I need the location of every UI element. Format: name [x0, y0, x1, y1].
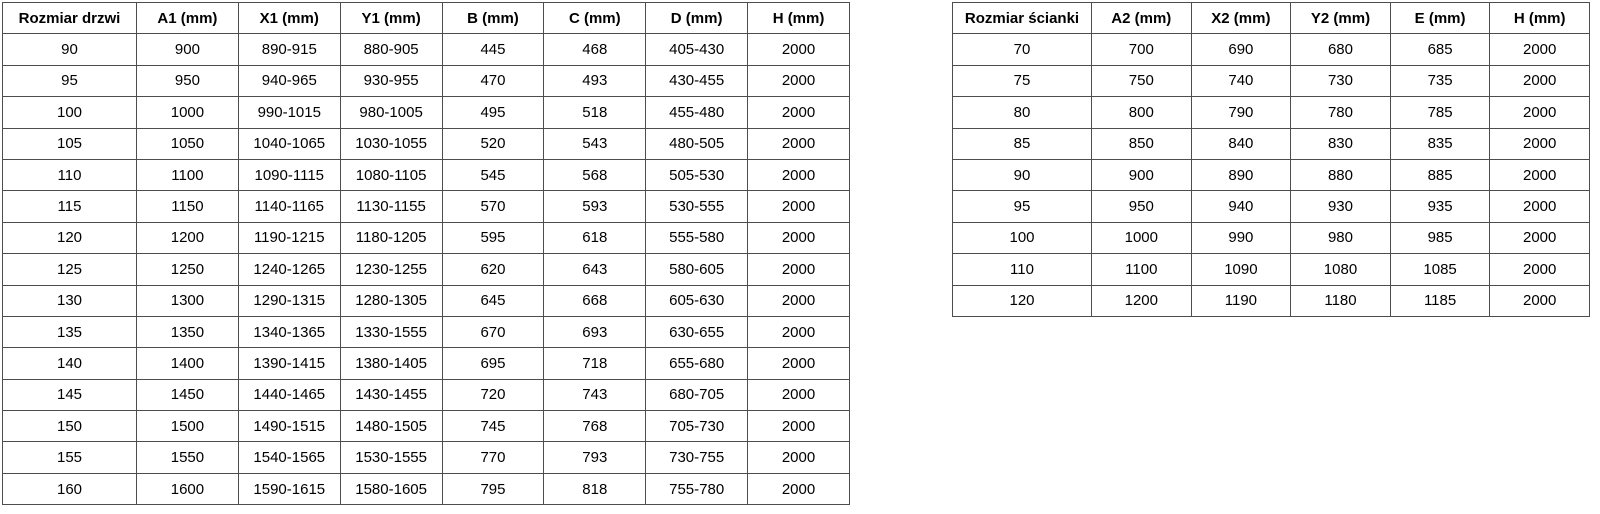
table-cell: 155: [3, 442, 137, 473]
table-cell: 1480-1505: [340, 411, 442, 442]
table-row: [3, 411, 850, 442]
table-cell: 645: [442, 285, 544, 316]
table-cell: 940-965: [238, 65, 340, 96]
table-cell: 555-580: [646, 222, 748, 253]
table-cell: 1040-1065: [238, 128, 340, 159]
table-cell: 1050: [137, 128, 239, 159]
table-cell: 518: [544, 97, 646, 128]
table-cell: 900: [1092, 159, 1192, 190]
table-cell: 1240-1265: [238, 254, 340, 285]
table-cell: 430-455: [646, 65, 748, 96]
table-cell: 1150: [137, 191, 239, 222]
table-cell: 530-555: [646, 191, 748, 222]
header-cell: H (mm): [748, 3, 850, 34]
door-sizes-table: [2, 2, 850, 505]
table-cell: 580-605: [646, 254, 748, 285]
table-cell: 1130-1155: [340, 191, 442, 222]
table-cell: 780: [1291, 97, 1391, 128]
header-cell: B (mm): [442, 3, 544, 34]
header-cell: X2 (mm): [1191, 3, 1291, 34]
table-cell: 120: [953, 285, 1092, 316]
table-cell: 110: [953, 254, 1092, 285]
table-cell: 880: [1291, 159, 1391, 190]
table-row: [3, 34, 850, 65]
header-cell: A1 (mm): [137, 3, 239, 34]
table-row: [953, 285, 1590, 316]
table-row: [3, 379, 850, 410]
table-cell: 693: [544, 316, 646, 347]
table-row: [953, 128, 1590, 159]
table-cell: 90: [953, 159, 1092, 190]
table-cell: 793: [544, 442, 646, 473]
table-cell: 135: [3, 316, 137, 347]
table-cell: 818: [544, 473, 646, 504]
table-cell: 2000: [748, 442, 850, 473]
table-cell: 493: [544, 65, 646, 96]
table-cell: 2000: [748, 34, 850, 65]
table-cell: 985: [1390, 222, 1490, 253]
table-cell: 2000: [1490, 191, 1590, 222]
table-cell: 2000: [748, 65, 850, 96]
table-row: [953, 191, 1590, 222]
table-row: [3, 442, 850, 473]
header-cell: Rozmiar drzwi: [3, 3, 137, 34]
table-cell: 1080: [1291, 254, 1391, 285]
table-cell: 2000: [748, 254, 850, 285]
table-cell: 885: [1390, 159, 1490, 190]
table-row: [953, 254, 1590, 285]
table-cell: 1600: [137, 473, 239, 504]
table-cell: 120: [3, 222, 137, 253]
table-cell: 720: [442, 379, 544, 410]
table-row: [953, 97, 1590, 128]
table-row: [3, 65, 850, 96]
table-cell: 85: [953, 128, 1092, 159]
table-row: [3, 191, 850, 222]
table-cell: 785: [1390, 97, 1490, 128]
table-cell: 1100: [137, 159, 239, 190]
table-row: [3, 348, 850, 379]
table-row: [3, 97, 850, 128]
table-cell: 620: [442, 254, 544, 285]
table-cell: 1230-1255: [340, 254, 442, 285]
table-cell: 2000: [1490, 97, 1590, 128]
table-cell: 1000: [137, 97, 239, 128]
header-cell: E (mm): [1390, 3, 1490, 34]
table-cell: 1430-1455: [340, 379, 442, 410]
table-cell: 670: [442, 316, 544, 347]
table-cell: 730: [1291, 65, 1391, 96]
table-cell: 890-915: [238, 34, 340, 65]
table-cell: 718: [544, 348, 646, 379]
table-cell: 1340-1365: [238, 316, 340, 347]
table-cell: 2000: [1490, 222, 1590, 253]
table-cell: 2000: [748, 379, 850, 410]
table-cell: 100: [3, 97, 137, 128]
table-cell: 730-755: [646, 442, 748, 473]
table-cell: 495: [442, 97, 544, 128]
table-cell: 1290-1315: [238, 285, 340, 316]
table-cell: 643: [544, 254, 646, 285]
table-cell: 520: [442, 128, 544, 159]
table-cell: 930-955: [340, 65, 442, 96]
table-cell: 690: [1191, 34, 1291, 65]
table-cell: 1180-1205: [340, 222, 442, 253]
table-cell: 1140-1165: [238, 191, 340, 222]
table-cell: 705-730: [646, 411, 748, 442]
table-cell: 1085: [1390, 254, 1490, 285]
table-cell: 105: [3, 128, 137, 159]
table-cell: 2000: [748, 97, 850, 128]
table-cell: 768: [544, 411, 646, 442]
table-cell: 2000: [748, 285, 850, 316]
table-cell: 1380-1405: [340, 348, 442, 379]
table-cell: 150: [3, 411, 137, 442]
table-cell: 1500: [137, 411, 239, 442]
table-cell: 790: [1191, 97, 1291, 128]
table-cell: 2000: [748, 222, 850, 253]
table-cell: 145: [3, 379, 137, 410]
table-cell: 735: [1390, 65, 1490, 96]
table-cell: 1190-1215: [238, 222, 340, 253]
table-cell: 2000: [1490, 34, 1590, 65]
table-cell: 800: [1092, 97, 1192, 128]
table-cell: 1080-1105: [340, 159, 442, 190]
table-cell: 1000: [1092, 222, 1192, 253]
table-cell: 505-530: [646, 159, 748, 190]
table-cell: 980-1005: [340, 97, 442, 128]
table-cell: 1090: [1191, 254, 1291, 285]
header-cell: C (mm): [544, 3, 646, 34]
table-cell: 1540-1565: [238, 442, 340, 473]
table-row: [953, 222, 1590, 253]
table-cell: 695: [442, 348, 544, 379]
table-cell: 2000: [748, 128, 850, 159]
header-cell: X1 (mm): [238, 3, 340, 34]
header-row: [953, 3, 1590, 34]
table-cell: 850: [1092, 128, 1192, 159]
table-cell: 950: [1092, 191, 1192, 222]
table-cell: 685: [1390, 34, 1490, 65]
table-row: [3, 316, 850, 347]
table-cell: 680: [1291, 34, 1391, 65]
table-cell: 480-505: [646, 128, 748, 159]
table-cell: 680-705: [646, 379, 748, 410]
table-cell: 880-905: [340, 34, 442, 65]
table-cell: 2000: [748, 348, 850, 379]
table-cell: 2000: [1490, 254, 1590, 285]
table-cell: 2000: [1490, 128, 1590, 159]
table-cell: 1190: [1191, 285, 1291, 316]
table-cell: 830: [1291, 128, 1391, 159]
table-cell: 980: [1291, 222, 1391, 253]
table-cell: 1090-1115: [238, 159, 340, 190]
table-cell: 1530-1555: [340, 442, 442, 473]
table-cell: 2000: [1490, 65, 1590, 96]
header-cell: D (mm): [646, 3, 748, 34]
table-cell: 2000: [748, 411, 850, 442]
table-cell: 140: [3, 348, 137, 379]
table-cell: 2000: [1490, 285, 1590, 316]
table-cell: 543: [544, 128, 646, 159]
table-cell: 95: [953, 191, 1092, 222]
table-cell: 80: [953, 97, 1092, 128]
header-cell: Y1 (mm): [340, 3, 442, 34]
table-cell: 115: [3, 191, 137, 222]
table-cell: 1490-1515: [238, 411, 340, 442]
table-cell: 1200: [137, 222, 239, 253]
table-cell: 100: [953, 222, 1092, 253]
table-cell: 445: [442, 34, 544, 65]
table-cell: 950: [137, 65, 239, 96]
table-row: [953, 34, 1590, 65]
table-cell: 1250: [137, 254, 239, 285]
door-sizes-table-body: [3, 34, 850, 505]
table-row: [3, 159, 850, 190]
table-cell: 890: [1191, 159, 1291, 190]
table-cell: 668: [544, 285, 646, 316]
table-cell: 1300: [137, 285, 239, 316]
table-cell: 655-680: [646, 348, 748, 379]
table-cell: 2000: [748, 473, 850, 504]
table-cell: 605-630: [646, 285, 748, 316]
table-cell: 1330-1555: [340, 316, 442, 347]
table-cell: 743: [544, 379, 646, 410]
table-cell: 568: [544, 159, 646, 190]
wall-sizes-table-body: [953, 34, 1590, 317]
table-cell: 2000: [748, 159, 850, 190]
table-cell: 1400: [137, 348, 239, 379]
door-sizes-table-head: [3, 3, 850, 34]
table-cell: 1390-1415: [238, 348, 340, 379]
table-cell: 618: [544, 222, 646, 253]
table-cell: 940: [1191, 191, 1291, 222]
table-cell: 840: [1191, 128, 1291, 159]
table-cell: 1440-1465: [238, 379, 340, 410]
table-cell: 468: [544, 34, 646, 65]
table-cell: 2000: [748, 191, 850, 222]
table-cell: 1100: [1092, 254, 1192, 285]
header-cell: Y2 (mm): [1291, 3, 1391, 34]
table-cell: 595: [442, 222, 544, 253]
table-row: [953, 65, 1590, 96]
table-cell: 700: [1092, 34, 1192, 65]
table-cell: 1450: [137, 379, 239, 410]
table-cell: 795: [442, 473, 544, 504]
table-cell: 1590-1615: [238, 473, 340, 504]
table-cell: 95: [3, 65, 137, 96]
table-row: [3, 128, 850, 159]
table-cell: 90: [3, 34, 137, 65]
table-row: [3, 473, 850, 504]
table-cell: 1030-1055: [340, 128, 442, 159]
header-row: [3, 3, 850, 34]
table-row: [3, 222, 850, 253]
table-cell: 70: [953, 34, 1092, 65]
table-cell: 570: [442, 191, 544, 222]
table-cell: 990-1015: [238, 97, 340, 128]
table-cell: 160: [3, 473, 137, 504]
table-cell: 750: [1092, 65, 1192, 96]
table-cell: 930: [1291, 191, 1391, 222]
table-cell: 1550: [137, 442, 239, 473]
table-cell: 1280-1305: [340, 285, 442, 316]
table-cell: 593: [544, 191, 646, 222]
table-row: [3, 285, 850, 316]
table-cell: 770: [442, 442, 544, 473]
table-cell: 1350: [137, 316, 239, 347]
table-cell: 75: [953, 65, 1092, 96]
table-cell: 900: [137, 34, 239, 65]
table-cell: 110: [3, 159, 137, 190]
header-cell: Rozmiar ścianki: [953, 3, 1092, 34]
table-cell: 935: [1390, 191, 1490, 222]
header-cell: A2 (mm): [1092, 3, 1192, 34]
table-cell: 1580-1605: [340, 473, 442, 504]
table-cell: 470: [442, 65, 544, 96]
table-cell: 835: [1390, 128, 1490, 159]
table-cell: 2000: [748, 316, 850, 347]
table-cell: 1200: [1092, 285, 1192, 316]
table-row: [3, 254, 850, 285]
table-cell: 990: [1191, 222, 1291, 253]
header-cell: H (mm): [1490, 3, 1590, 34]
table-cell: 755-780: [646, 473, 748, 504]
table-cell: 740: [1191, 65, 1291, 96]
table-cell: 2000: [1490, 159, 1590, 190]
table-cell: 1180: [1291, 285, 1391, 316]
table-row: [953, 159, 1590, 190]
table-cell: 545: [442, 159, 544, 190]
wall-sizes-table: [952, 2, 1590, 317]
wall-sizes-table-head: [953, 3, 1590, 34]
table-cell: 130: [3, 285, 137, 316]
table-cell: 1185: [1390, 285, 1490, 316]
table-cell: 405-430: [646, 34, 748, 65]
table-cell: 745: [442, 411, 544, 442]
table-cell: 630-655: [646, 316, 748, 347]
table-cell: 125: [3, 254, 137, 285]
table-cell: 455-480: [646, 97, 748, 128]
